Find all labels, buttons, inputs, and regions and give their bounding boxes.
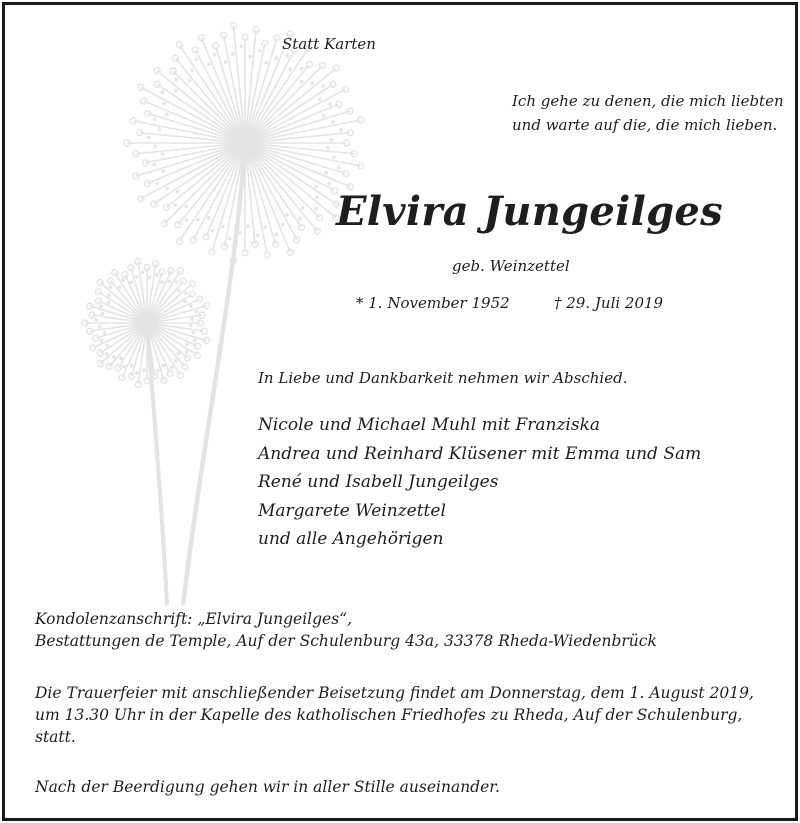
large-dandelion-seed-dot: [274, 57, 278, 61]
large-dandelion-seed-dot: [213, 53, 217, 57]
small-dandelion-seed-dot: [129, 280, 133, 284]
birth-date: * 1. November 1952: [356, 294, 510, 312]
large-dandelion-seed-dot: [301, 206, 305, 210]
mourner-line: und alle Angehörigen: [258, 529, 444, 549]
large-dandelion-seed-dot: [207, 63, 211, 67]
small-dandelion-seed-dot: [162, 364, 166, 368]
large-dandelion-seed-dot: [161, 169, 165, 173]
large-dandelion-seed-dot: [315, 196, 319, 200]
large-dandelion-seed-dot: [161, 153, 165, 157]
small-dandelion-seed-dot: [101, 312, 105, 316]
small-dandelion-seed-dot: [130, 364, 134, 368]
large-dandelion-ray: [245, 143, 317, 231]
small-dandelion-seed-dot: [94, 318, 98, 322]
large-dandelion-ray: [178, 143, 245, 225]
large-dandelion-seed-dot: [339, 128, 343, 132]
small-dandelion-seed-dot: [189, 304, 193, 308]
quote-line-2: und warte auf die, die mich lieben.: [512, 116, 778, 134]
large-dandelion-seed-dot: [194, 58, 198, 62]
large-dandelion-seed-dot: [264, 61, 268, 65]
large-dandelion-seed-dot: [190, 68, 194, 72]
condolence-line: Bestattungen de Temple, Auf der Schulenburg 43a, 33378 Rheda-Wiedenbrück: [35, 632, 657, 650]
mourner-line: Margarete Weinzettel: [258, 500, 446, 521]
large-dandelion-seed-dot: [263, 225, 267, 229]
small-dandelion-seed-dot: [141, 271, 145, 275]
small-dandelion-seed-dot: [189, 324, 193, 328]
large-dandelion-seed-dot: [322, 84, 326, 88]
large-dandelion-seed-dot: [314, 185, 318, 189]
small-dandelion-seed-dot: [135, 371, 139, 375]
small-dandelion-seed-dot: [160, 280, 164, 284]
small-dandelion-seed-dot: [109, 286, 113, 290]
small-dandelion-seed-dot: [167, 279, 171, 283]
small-dandelion-seed-dot: [193, 338, 197, 342]
deceased-name: Elvira Jungeilges: [336, 188, 723, 235]
large-dandelion-seed-dot: [285, 213, 289, 217]
large-dandelion-ray: [245, 143, 336, 218]
large-dandelion-seed-dot: [286, 54, 290, 58]
large-dandelion-ray: [157, 71, 245, 143]
small-dandelion-seed-dot: [195, 310, 199, 314]
large-dandelion-seed-dot: [327, 182, 331, 186]
farewell-text: In Liebe und Dankbarkeit nehmen wir Abschied.: [258, 369, 628, 387]
large-dandelion-seed-dot: [330, 138, 334, 142]
large-dandelion-seed-dot: [161, 91, 165, 95]
large-dandelion-stem: [183, 145, 245, 605]
small-dandelion-seed-dot: [176, 352, 180, 356]
large-dandelion-seed-dot: [174, 89, 178, 93]
small-dandelion-seed-dot: [184, 291, 188, 295]
large-dandelion-seed-dot: [207, 216, 211, 220]
small-dandelion-seed-dot: [174, 359, 178, 363]
mourners-list: [258, 411, 701, 554]
small-dandelion-seed-dot: [118, 285, 122, 289]
large-dandelion-seed-dot: [221, 225, 225, 229]
small-dandelion-seed-dot: [156, 369, 160, 373]
small-dandelion-seed-dot: [155, 273, 159, 277]
small-dandelion-seed-dot: [185, 350, 189, 354]
large-dandelion-seed-dot: [175, 78, 179, 82]
large-dandelion-seed-dot: [231, 52, 235, 56]
large-dandelion-seed-dot: [326, 146, 330, 150]
large-dandelion-seed-dot: [289, 67, 293, 71]
large-dandelion-ray: [245, 65, 309, 143]
small-dandelion-seed-dot: [191, 317, 195, 321]
large-dandelion-seed-dot: [275, 233, 279, 237]
small-dandelion-seed-dot: [185, 343, 189, 347]
small-dandelion-seed-dot: [99, 305, 103, 309]
small-dandelion-seed-dot: [135, 275, 139, 279]
large-dandelion-seed: [320, 62, 326, 68]
mourner-line: Nicole und Michael Muhl mit Franziska: [258, 415, 601, 435]
small-dandelion-seed-dot: [107, 293, 111, 297]
large-dandelion-seed-dot: [332, 155, 336, 159]
small-dandelion-seed-dot: [106, 343, 110, 347]
large-dandelion-seed-dot: [224, 60, 228, 64]
large-dandelion-seed-dot: [318, 97, 322, 101]
large-dandelion-ray: [245, 68, 336, 143]
large-dandelion-seed-dot: [240, 45, 244, 49]
large-dandelion-seed-dot: [211, 229, 215, 233]
small-dandelion-seed-dot: [183, 300, 187, 304]
large-dandelion-seed-dot: [155, 182, 159, 186]
small-dandelion-seed-dot: [103, 331, 107, 335]
large-dandelion-seed-dot: [158, 128, 162, 132]
large-dandelion-seed-dot: [153, 118, 157, 122]
small-dandelion-seed-dot: [98, 325, 102, 329]
large-dandelion-seed-dot: [152, 163, 156, 167]
large-dandelion-seed-dot: [256, 234, 260, 238]
condolence-line: Kondolenzanschrift: „Elvira Jungeilges“,: [35, 610, 353, 628]
large-dandelion-seed-dot: [337, 166, 341, 170]
statt-karten-text: Statt Karten: [282, 35, 376, 53]
small-dandelion-seed-dot: [119, 356, 123, 360]
large-dandelion-seed-dot: [228, 237, 232, 241]
large-dandelion-seed-dot: [281, 223, 285, 227]
large-dandelion-seed-dot: [185, 218, 189, 222]
ceremony-line: Die Trauerfeier mit anschließender Beisetzung findet am Donnerstag, dem 1. August 2019,: [35, 684, 754, 702]
ceremony-line: statt.: [35, 728, 76, 746]
mourner-line: René und Isabell Jungeilges: [258, 472, 499, 492]
large-dandelion-seed-dot: [258, 49, 262, 53]
large-dandelion-seed-dot: [311, 81, 315, 85]
large-dandelion-seed-dot: [165, 112, 169, 116]
quote-line-1: Ich gehe zu denen, die mich liebten: [512, 92, 784, 110]
small-dandelion-seed-dot: [105, 352, 109, 356]
small-dandelion-seed-dot: [148, 276, 152, 280]
ceremony-line: um 13.30 Uhr in der Kapelle des katholischen Friedhofes zu Rheda, Auf der Schulenburg,: [35, 706, 743, 724]
small-dandelion-seed-dot: [177, 289, 181, 293]
condolence-address: [35, 608, 657, 652]
small-dandelion-seed-dot: [112, 355, 116, 359]
closing-text: Nach der Beerdigung gehen wir in aller Stille auseinander.: [35, 778, 500, 796]
small-dandelion-seed-dot: [149, 365, 153, 369]
large-dandelion-ray: [167, 143, 245, 207]
large-dandelion-seed-dot: [298, 217, 302, 221]
large-dandelion-seed-dot: [300, 67, 304, 71]
small-dandelion-seed-dot: [142, 368, 146, 372]
small-dandelion-seed-dot: [107, 301, 111, 305]
large-dandelion-seed-dot: [196, 218, 200, 222]
large-dandelion-seed-dot: [173, 203, 177, 207]
large-dandelion-seed-dot: [248, 55, 252, 59]
small-dandelion-seed-dot: [170, 366, 174, 370]
ceremony-notice: [35, 682, 754, 748]
large-dandelion-seed-dot: [176, 190, 180, 194]
obituary-frame: [2, 2, 798, 821]
large-dandelion-seed-dot: [300, 80, 304, 84]
large-dandelion-seed-dot: [147, 135, 151, 139]
small-dandelion-seed-dot: [192, 331, 196, 335]
death-date: † 29. Juli 2019: [554, 294, 664, 312]
large-dandelion-seed-dot: [331, 120, 335, 124]
large-dandelion-seed-dot: [188, 79, 192, 83]
large-dandelion-seed-dot: [238, 231, 242, 235]
small-dandelion-seed-dot: [175, 280, 179, 284]
large-dandelion-ray: [175, 58, 245, 143]
large-dandelion-seed-dot: [328, 102, 332, 106]
large-dandelion-seed-dot: [324, 171, 328, 175]
large-dandelion-seed-dot: [184, 205, 188, 209]
large-dandelion-seed-dot: [322, 114, 326, 118]
mourner-line: Andrea und Reinhard Klüsener mit Emma und Sam: [258, 443, 702, 464]
large-dandelion-seed-dot: [314, 207, 318, 211]
large-dandelion-seed-dot: [153, 145, 157, 149]
large-dandelion-seed-dot: [246, 224, 250, 228]
large-dandelion-seed-dot: [166, 187, 170, 191]
small-dandelion-seed-dot: [99, 339, 103, 343]
small-dandelion-seed-dot: [121, 278, 125, 282]
maiden-name: geb. Weinzettel: [452, 257, 570, 275]
small-dandelion-seed-dot: [122, 365, 126, 369]
large-dandelion-seed-dot: [162, 102, 166, 106]
